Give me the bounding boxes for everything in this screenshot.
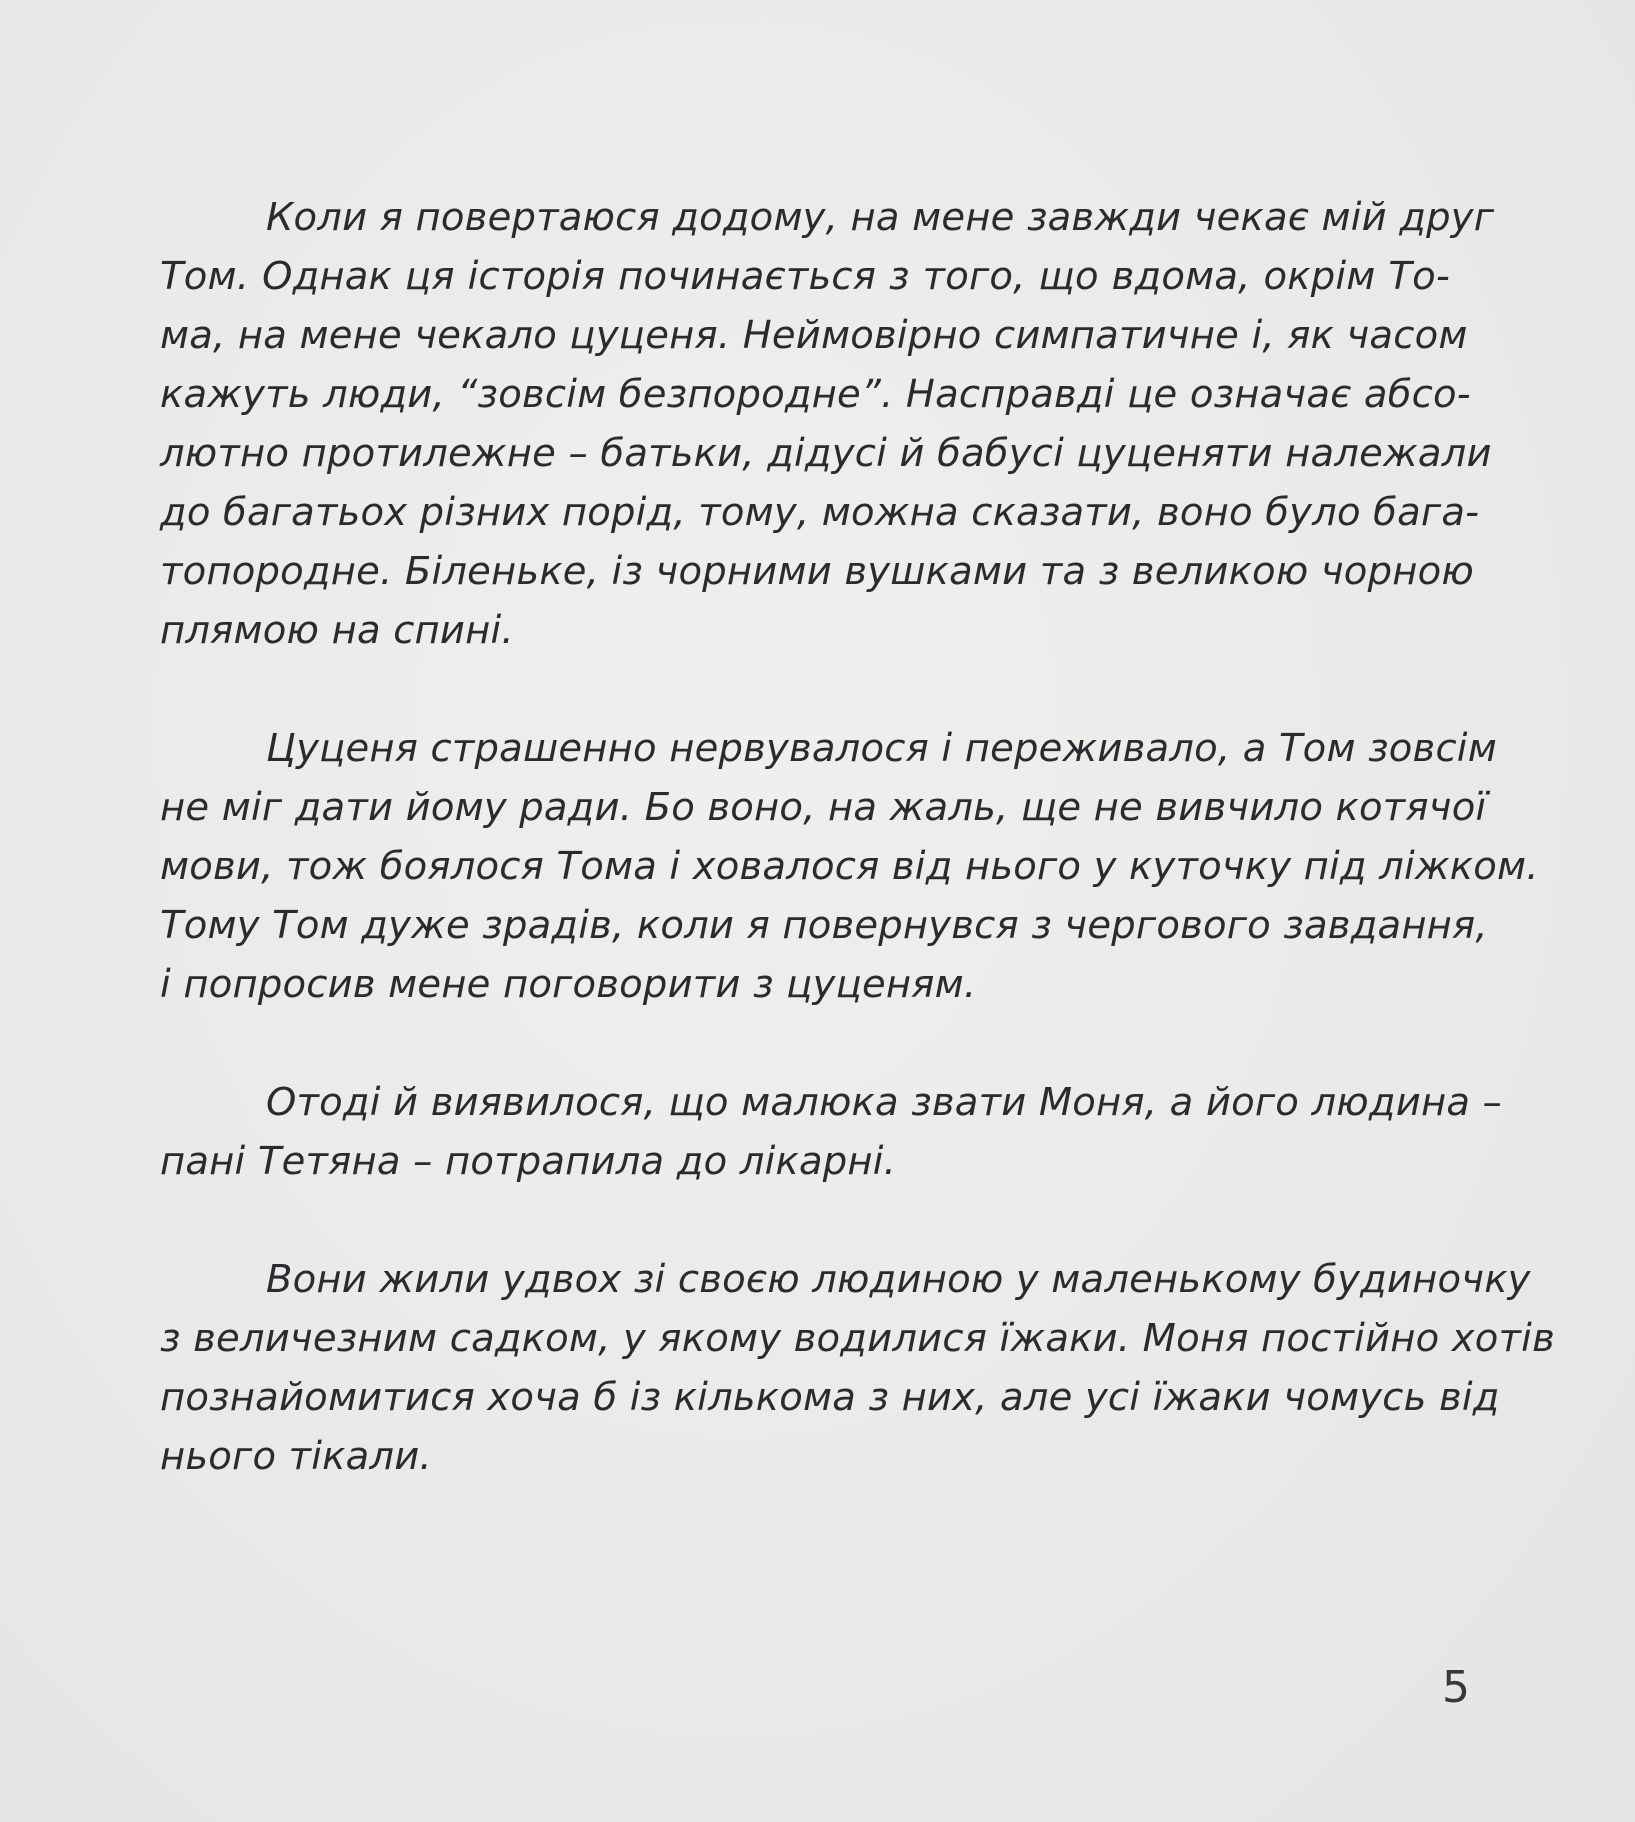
paragraph-1 <box>160 188 1495 660</box>
text-line: плямою на спині. <box>160 608 514 653</box>
text-line: Коли я повертаюся додому, на мене завжди чекає мій друг <box>266 195 1495 240</box>
text-line: з величезним садком, у якому водилися їжаки. Моня постійно хотів <box>160 1316 1555 1361</box>
page-number: 5 <box>1442 1662 1470 1713</box>
paragraph-3 <box>160 1073 1502 1191</box>
text-line: Вони жили удвох зі своєю людиною у маленькому будиночку <box>266 1257 1531 1302</box>
text-line: лютно протилежне – батьки, дідусі й бабусі цуценяти належали <box>160 431 1492 476</box>
text-line: мови, тож боялося Тома і ховалося від нього у куточку під ліжком. <box>160 844 1539 889</box>
text-line: познайомитися хоча б із кількома з них, але усі їжаки чомусь від <box>160 1375 1500 1420</box>
paragraph-4 <box>160 1250 1555 1486</box>
body-text <box>160 188 1555 1545</box>
text-line: кажуть люди, “зовсім безпородне”. Насправді це означає абсо- <box>160 372 1471 417</box>
text-line: і попросив мене поговорити з цуценям. <box>160 962 977 1007</box>
text-line: Цуценя страшенно нервувалося і переживало, а Том зовсім <box>266 726 1497 771</box>
text-line: топородне. Біленьке, із чорними вушками та з великою чорною <box>160 549 1474 594</box>
text-line: до багатьох різних порід, тому, можна сказати, воно було бага- <box>160 490 1480 535</box>
text-line: ма, на мене чекало цуценя. Неймовірно симпатичне і, як часом <box>160 313 1468 358</box>
text-line: нього тікали. <box>160 1434 432 1479</box>
text-line: Отоді й виявилося, що малюка звати Моня, а його людина – <box>266 1080 1502 1125</box>
paragraph-2 <box>160 719 1539 1014</box>
text-line: пані Тетяна – потрапила до лікарні. <box>160 1139 897 1184</box>
text-line: Тому Том дуже зрадів, коли я повернувся з чергового завдання, <box>160 903 1488 948</box>
text-line: не міг дати йому ради. Бо воно, на жаль, ще не вивчило котячої <box>160 785 1487 830</box>
text-line: Том. Однак ця історія починається з того, що вдома, окрім То- <box>160 254 1450 299</box>
